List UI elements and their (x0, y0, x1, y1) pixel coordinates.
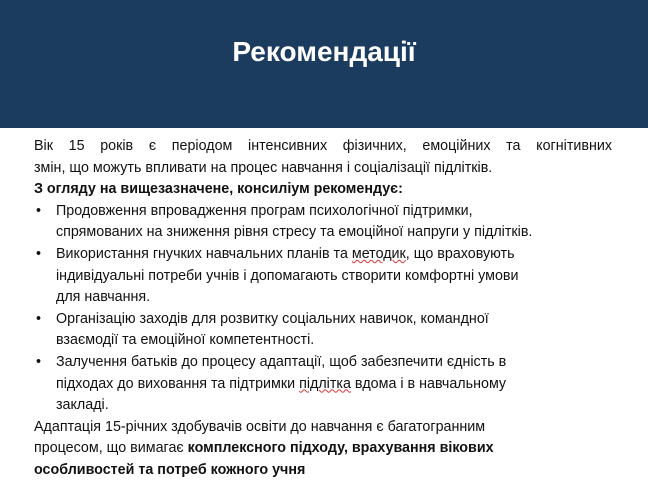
bullet-text: закладі. (56, 397, 109, 414)
bullet-text: Організацію заходів для розвитку соціальних навичок, командної (56, 310, 489, 327)
slide-body (34, 136, 612, 482)
bullet-icon: • (36, 245, 42, 262)
bullet-text: Використання гнучких навчальних планів та (56, 245, 352, 262)
bullet-item (34, 352, 612, 417)
bullet-item (34, 244, 612, 309)
bullet-item (34, 309, 612, 352)
bullet-text: Продовження впровадження програм психологічної підтримки, (56, 202, 473, 219)
conclusion-line (34, 438, 612, 460)
bullet-text: Залучення батьків до процесу адаптації, щоб забезпечити єдність в (56, 353, 507, 370)
bullet-text: взаємодії та емоційної компетентності. (56, 332, 315, 349)
conclusion-text: процесом, що вимагає (34, 440, 188, 457)
bullet-item (34, 201, 612, 244)
bullet-icon: • (36, 310, 42, 327)
conclusion-line: особливостей та потреб кожного учня (34, 461, 306, 478)
bullet-icon: • (36, 202, 42, 219)
spellcheck-word: підлітка (299, 375, 351, 392)
spellcheck-word: методик (351, 245, 406, 262)
bullet-text: спрямованих на зниження рівня стресу та емоційної напруги у підлітків. (56, 224, 533, 241)
bullet-text: вдома і в навчальному (350, 375, 507, 392)
bullet-text: , що враховують (405, 245, 515, 262)
intro-line: Вік 15 років є періодом інтенсивних фізичних, емоційних та когнітивних (34, 138, 612, 154)
lead-text: З огляду на вищезазначене, консиліум рекомендує: (34, 181, 403, 198)
bullet-icon: • (36, 353, 42, 370)
bullet-text: для навчання. (56, 289, 151, 306)
slide-title: Рекомендації (232, 36, 416, 67)
conclusion-line: Адаптація 15-річних здобувачів освіти до навчання є багатогранним (34, 418, 486, 435)
title-banner (0, 0, 648, 128)
bullet-text: підходах до виховання та підтримки (56, 375, 300, 392)
conclusion-bold: комплексного підходу, врахування вікових (187, 440, 494, 457)
intro-line: змін, що можуть впливати на процес навчання і соціалізації підлітків. (34, 159, 493, 176)
bullet-text: індивідуальні потреби учнів і допомагають створити комфортні умови (56, 267, 519, 284)
